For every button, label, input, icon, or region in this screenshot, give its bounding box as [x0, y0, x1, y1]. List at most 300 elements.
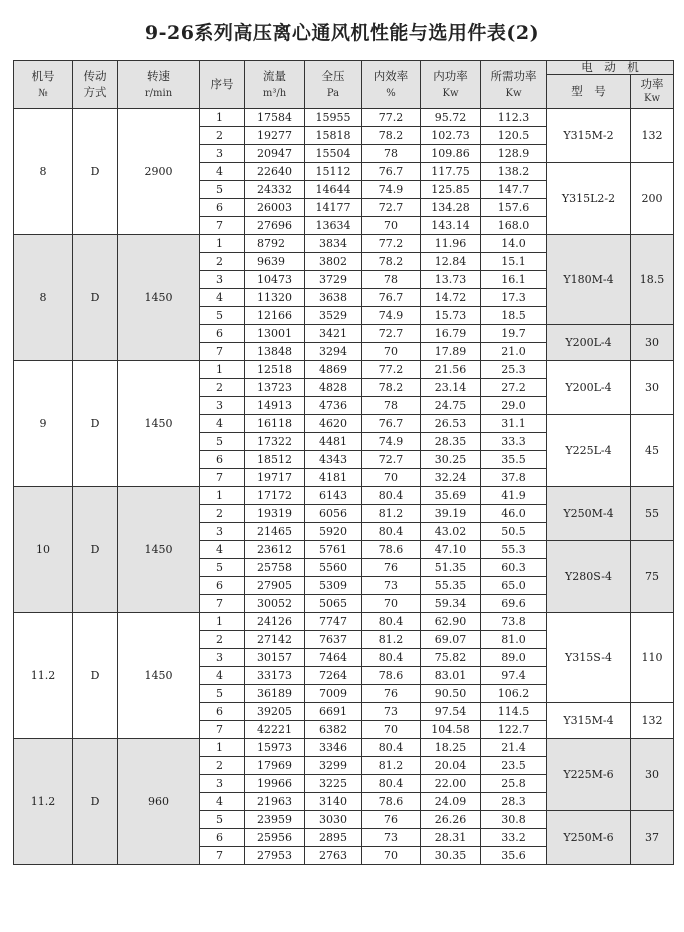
efficiency-cell: 72.7 — [362, 451, 421, 469]
pressure-cell: 3140 — [305, 793, 362, 811]
efficiency-cell: 80.4 — [362, 613, 421, 631]
motor-power-cell: 132 — [631, 109, 674, 163]
efficiency-cell: 74.9 — [362, 307, 421, 325]
efficiency-cell: 76.7 — [362, 163, 421, 181]
efficiency-cell: 77.2 — [362, 361, 421, 379]
efficiency-cell: 73 — [362, 703, 421, 721]
internal-power-cell: 32.24 — [421, 469, 481, 487]
internal-power-cell: 83.01 — [421, 667, 481, 685]
efficiency-cell: 77.2 — [362, 235, 421, 253]
flow-cell: 11320 — [245, 289, 305, 307]
drive-cell: D — [73, 235, 118, 361]
index-cell: 7 — [200, 217, 245, 235]
required-power-cell: 168.0 — [481, 217, 547, 235]
internal-power-cell: 20.04 — [421, 757, 481, 775]
index-cell: 1 — [200, 109, 245, 127]
efficiency-cell: 78 — [362, 271, 421, 289]
efficiency-cell: 74.9 — [362, 181, 421, 199]
internal-power-cell: 59.34 — [421, 595, 481, 613]
internal-power-cell: 125.85 — [421, 181, 481, 199]
efficiency-cell: 70 — [362, 343, 421, 361]
machine-no-cell: 11.2 — [14, 739, 73, 865]
efficiency-cell: 70 — [362, 721, 421, 739]
header-required-power-sub: Kw — [505, 87, 522, 99]
flow-cell: 13848 — [245, 343, 305, 361]
flow-cell: 22640 — [245, 163, 305, 181]
flow-cell: 16118 — [245, 415, 305, 433]
flow-cell: 24332 — [245, 181, 305, 199]
pressure-cell: 3030 — [305, 811, 362, 829]
index-cell: 3 — [200, 649, 245, 667]
required-power-cell: 25.3 — [481, 361, 547, 379]
flow-cell: 26003 — [245, 199, 305, 217]
flow-cell: 39205 — [245, 703, 305, 721]
efficiency-cell: 73 — [362, 577, 421, 595]
header-motor-model — [547, 75, 631, 109]
pressure-cell: 3638 — [305, 289, 362, 307]
header-machine-no-label: 机号 — [31, 68, 55, 83]
pressure-cell: 7264 — [305, 667, 362, 685]
header-index-label: 序号 — [210, 77, 234, 91]
internal-power-cell: 104.58 — [421, 721, 481, 739]
pressure-cell: 14644 — [305, 181, 362, 199]
flow-cell: 21465 — [245, 523, 305, 541]
pressure-cell: 4481 — [305, 433, 362, 451]
efficiency-cell: 72.7 — [362, 325, 421, 343]
motor-model-cell: Y180M-4 — [547, 235, 631, 325]
required-power-cell: 27.2 — [481, 379, 547, 397]
required-power-cell: 31.1 — [481, 415, 547, 433]
speed-cell: 1450 — [118, 361, 200, 487]
pressure-cell: 5761 — [305, 541, 362, 559]
table-row — [14, 739, 674, 757]
drive-cell: D — [73, 739, 118, 865]
internal-power-cell: 55.35 — [421, 577, 481, 595]
efficiency-cell: 76.7 — [362, 415, 421, 433]
internal-power-cell: 134.28 — [421, 199, 481, 217]
table-row — [14, 487, 674, 505]
motor-power-cell: 110 — [631, 613, 674, 703]
required-power-cell: 25.8 — [481, 775, 547, 793]
required-power-cell: 21.4 — [481, 739, 547, 757]
index-cell: 2 — [200, 127, 245, 145]
flow-cell: 27905 — [245, 577, 305, 595]
header-efficiency-sub: % — [386, 87, 396, 99]
efficiency-cell: 76 — [362, 685, 421, 703]
index-cell: 2 — [200, 757, 245, 775]
efficiency-cell: 81.2 — [362, 757, 421, 775]
internal-power-cell: 95.72 — [421, 109, 481, 127]
required-power-cell: 120.5 — [481, 127, 547, 145]
efficiency-cell: 80.4 — [362, 487, 421, 505]
required-power-cell: 18.5 — [481, 307, 547, 325]
machine-no-cell: 11.2 — [14, 613, 73, 739]
required-power-cell: 114.5 — [481, 703, 547, 721]
index-cell: 5 — [200, 433, 245, 451]
flow-cell: 21963 — [245, 793, 305, 811]
internal-power-cell: 47.10 — [421, 541, 481, 559]
index-cell: 1 — [200, 739, 245, 757]
efficiency-cell: 74.9 — [362, 433, 421, 451]
flow-cell: 30052 — [245, 595, 305, 613]
flow-cell: 13723 — [245, 379, 305, 397]
pressure-cell: 4181 — [305, 469, 362, 487]
motor-power-cell: 45 — [631, 415, 674, 487]
index-cell: 3 — [200, 271, 245, 289]
flow-cell: 25956 — [245, 829, 305, 847]
motor-model-cell: Y280S-4 — [547, 541, 631, 613]
pressure-cell: 5309 — [305, 577, 362, 595]
internal-power-cell: 14.72 — [421, 289, 481, 307]
internal-power-cell: 11.96 — [421, 235, 481, 253]
header-motor-label: 电 动 机 — [581, 60, 639, 74]
pressure-cell: 13634 — [305, 217, 362, 235]
internal-power-cell: 26.53 — [421, 415, 481, 433]
pressure-cell: 6691 — [305, 703, 362, 721]
internal-power-cell: 90.50 — [421, 685, 481, 703]
header-speed-sub: r/min — [144, 87, 173, 99]
required-power-cell: 16.1 — [481, 271, 547, 289]
table-row — [14, 235, 674, 253]
index-cell: 5 — [200, 685, 245, 703]
motor-power-cell: 37 — [631, 811, 674, 865]
efficiency-cell: 76 — [362, 559, 421, 577]
pressure-cell: 4828 — [305, 379, 362, 397]
motor-model-cell: Y315S-4 — [547, 613, 631, 703]
pressure-cell: 3834 — [305, 235, 362, 253]
efficiency-cell: 70 — [362, 217, 421, 235]
pressure-cell: 3729 — [305, 271, 362, 289]
efficiency-cell: 80.4 — [362, 739, 421, 757]
index-cell: 2 — [200, 505, 245, 523]
required-power-cell: 19.7 — [481, 325, 547, 343]
required-power-cell: 23.5 — [481, 757, 547, 775]
machine-no-cell: 8 — [14, 109, 73, 235]
index-cell: 3 — [200, 775, 245, 793]
pressure-cell: 6143 — [305, 487, 362, 505]
required-power-cell: 28.3 — [481, 793, 547, 811]
header-internal-power-label: 内功率 — [433, 68, 468, 83]
required-power-cell: 97.4 — [481, 667, 547, 685]
index-cell: 4 — [200, 163, 245, 181]
index-cell: 7 — [200, 847, 245, 865]
required-power-cell: 112.3 — [481, 109, 547, 127]
header-motor-model-label: 型 号 — [571, 84, 606, 98]
pressure-cell: 3299 — [305, 757, 362, 775]
internal-power-cell: 21.56 — [421, 361, 481, 379]
required-power-cell: 14.0 — [481, 235, 547, 253]
motor-power-cell: 18.5 — [631, 235, 674, 325]
index-cell: 6 — [200, 703, 245, 721]
pressure-cell: 4620 — [305, 415, 362, 433]
header-flow-label: 流量 — [263, 68, 286, 83]
header-motor-power-label: 功率 — [640, 77, 664, 91]
motor-model-cell: Y250M-6 — [547, 811, 631, 865]
flow-cell: 27696 — [245, 217, 305, 235]
pressure-cell: 5920 — [305, 523, 362, 541]
internal-power-cell: 17.89 — [421, 343, 481, 361]
pressure-cell: 15112 — [305, 163, 362, 181]
required-power-cell: 138.2 — [481, 163, 547, 181]
header-speed-label: 转速 — [147, 68, 170, 83]
pressure-cell: 7637 — [305, 631, 362, 649]
motor-power-cell: 55 — [631, 487, 674, 541]
header-index — [200, 61, 245, 109]
pressure-cell: 4869 — [305, 361, 362, 379]
pressure-cell: 7009 — [305, 685, 362, 703]
required-power-cell: 81.0 — [481, 631, 547, 649]
efficiency-cell: 78.6 — [362, 793, 421, 811]
internal-power-cell: 39.19 — [421, 505, 481, 523]
flow-cell: 19966 — [245, 775, 305, 793]
header-pressure — [305, 61, 362, 109]
pressure-cell: 3294 — [305, 343, 362, 361]
index-cell: 7 — [200, 469, 245, 487]
flow-cell: 36189 — [245, 685, 305, 703]
internal-power-cell: 13.73 — [421, 271, 481, 289]
internal-power-cell: 62.90 — [421, 613, 481, 631]
efficiency-cell: 76 — [362, 811, 421, 829]
flow-cell: 19717 — [245, 469, 305, 487]
required-power-cell: 106.2 — [481, 685, 547, 703]
flow-cell: 15973 — [245, 739, 305, 757]
index-cell: 6 — [200, 199, 245, 217]
header-motor-power-sub: Kw — [643, 93, 661, 104]
flow-cell: 23959 — [245, 811, 305, 829]
required-power-cell: 35.6 — [481, 847, 547, 865]
index-cell: 1 — [200, 235, 245, 253]
index-cell: 1 — [200, 613, 245, 631]
table-row — [14, 109, 674, 127]
pressure-cell: 2895 — [305, 829, 362, 847]
index-cell: 7 — [200, 721, 245, 739]
internal-power-cell: 28.35 — [421, 433, 481, 451]
internal-power-cell: 24.75 — [421, 397, 481, 415]
drive-cell: D — [73, 361, 118, 487]
required-power-cell: 122.7 — [481, 721, 547, 739]
flow-cell: 17322 — [245, 433, 305, 451]
index-cell: 1 — [200, 361, 245, 379]
pressure-cell: 6056 — [305, 505, 362, 523]
flow-cell: 24126 — [245, 613, 305, 631]
index-cell: 5 — [200, 307, 245, 325]
speed-cell: 1450 — [118, 487, 200, 613]
index-cell: 5 — [200, 811, 245, 829]
internal-power-cell: 28.31 — [421, 829, 481, 847]
pressure-cell: 14177 — [305, 199, 362, 217]
pressure-cell: 6382 — [305, 721, 362, 739]
pressure-cell: 3802 — [305, 253, 362, 271]
efficiency-cell: 70 — [362, 469, 421, 487]
internal-power-cell: 102.73 — [421, 127, 481, 145]
machine-no-cell: 9 — [14, 361, 73, 487]
efficiency-cell: 80.4 — [362, 775, 421, 793]
pressure-cell: 3346 — [305, 739, 362, 757]
internal-power-cell: 109.86 — [421, 145, 481, 163]
required-power-cell: 55.3 — [481, 541, 547, 559]
required-power-cell: 21.0 — [481, 343, 547, 361]
required-power-cell: 30.8 — [481, 811, 547, 829]
machine-no-cell: 8 — [14, 235, 73, 361]
motor-power-cell: 30 — [631, 739, 674, 811]
internal-power-cell: 117.75 — [421, 163, 481, 181]
internal-power-cell: 18.25 — [421, 739, 481, 757]
flow-cell: 12518 — [245, 361, 305, 379]
flow-cell: 17172 — [245, 487, 305, 505]
pressure-cell: 3421 — [305, 325, 362, 343]
index-cell: 4 — [200, 667, 245, 685]
required-power-cell: 37.8 — [481, 469, 547, 487]
drive-cell: D — [73, 613, 118, 739]
pressure-cell: 5065 — [305, 595, 362, 613]
flow-cell: 17584 — [245, 109, 305, 127]
header-internal-power — [421, 61, 481, 109]
internal-power-cell: 15.73 — [421, 307, 481, 325]
required-power-cell: 15.1 — [481, 253, 547, 271]
motor-model-cell: Y315L2-2 — [547, 163, 631, 235]
motor-model-cell: Y225M-6 — [547, 739, 631, 811]
flow-cell: 8792 — [245, 235, 305, 253]
required-power-cell: 33.2 — [481, 829, 547, 847]
header-efficiency-label: 内效率 — [373, 68, 409, 83]
index-cell: 6 — [200, 451, 245, 469]
motor-model-cell: Y250M-4 — [547, 487, 631, 541]
internal-power-cell: 143.14 — [421, 217, 481, 235]
drive-cell: D — [73, 487, 118, 613]
flow-cell: 17969 — [245, 757, 305, 775]
internal-power-cell: 16.79 — [421, 325, 481, 343]
table-row — [14, 613, 674, 631]
pressure-cell: 3529 — [305, 307, 362, 325]
internal-power-cell: 75.82 — [421, 649, 481, 667]
index-cell: 6 — [200, 325, 245, 343]
index-cell: 5 — [200, 181, 245, 199]
header-machine-no-sub: № — [38, 87, 48, 99]
index-cell: 4 — [200, 541, 245, 559]
efficiency-cell: 80.4 — [362, 523, 421, 541]
pressure-cell: 5560 — [305, 559, 362, 577]
internal-power-cell: 22.00 — [421, 775, 481, 793]
efficiency-cell: 78.2 — [362, 253, 421, 271]
efficiency-cell: 72.7 — [362, 199, 421, 217]
efficiency-cell: 81.2 — [362, 631, 421, 649]
pressure-cell: 15818 — [305, 127, 362, 145]
efficiency-cell: 70 — [362, 595, 421, 613]
motor-power-cell: 75 — [631, 541, 674, 613]
motor-model-cell: Y315M-4 — [547, 703, 631, 739]
motor-model-cell: Y225L-4 — [547, 415, 631, 487]
pressure-cell: 4343 — [305, 451, 362, 469]
header-efficiency — [362, 61, 421, 109]
internal-power-cell: 23.14 — [421, 379, 481, 397]
index-cell: 3 — [200, 523, 245, 541]
required-power-cell: 128.9 — [481, 145, 547, 163]
flow-cell: 20947 — [245, 145, 305, 163]
index-cell: 5 — [200, 559, 245, 577]
flow-cell: 12166 — [245, 307, 305, 325]
header-pressure-label: 全压 — [321, 68, 345, 83]
internal-power-cell: 51.35 — [421, 559, 481, 577]
motor-power-cell: 30 — [631, 325, 674, 361]
table-header — [14, 61, 674, 109]
required-power-cell: 89.0 — [481, 649, 547, 667]
performance-table — [13, 60, 674, 865]
flow-cell: 19277 — [245, 127, 305, 145]
index-cell: 7 — [200, 595, 245, 613]
motor-model-cell: Y200L-4 — [547, 325, 631, 361]
flow-cell: 33173 — [245, 667, 305, 685]
pressure-cell: 2763 — [305, 847, 362, 865]
efficiency-cell: 78.2 — [362, 379, 421, 397]
efficiency-cell: 73 — [362, 829, 421, 847]
index-cell: 2 — [200, 253, 245, 271]
required-power-cell: 73.8 — [481, 613, 547, 631]
internal-power-cell: 97.54 — [421, 703, 481, 721]
header-motor-power — [631, 75, 674, 109]
required-power-cell: 147.7 — [481, 181, 547, 199]
header-drive — [73, 61, 118, 109]
index-cell: 2 — [200, 631, 245, 649]
motor-power-cell: 132 — [631, 703, 674, 739]
pressure-cell: 7464 — [305, 649, 362, 667]
index-cell: 6 — [200, 577, 245, 595]
motor-model-cell: Y200L-4 — [547, 361, 631, 415]
flow-cell: 25758 — [245, 559, 305, 577]
internal-power-cell: 30.35 — [421, 847, 481, 865]
internal-power-cell: 69.07 — [421, 631, 481, 649]
header-required-power-label: 所需功率 — [490, 68, 537, 83]
required-power-cell: 50.5 — [481, 523, 547, 541]
required-power-cell: 46.0 — [481, 505, 547, 523]
index-cell: 4 — [200, 415, 245, 433]
efficiency-cell: 81.2 — [362, 505, 421, 523]
flow-cell: 42221 — [245, 721, 305, 739]
internal-power-cell: 26.26 — [421, 811, 481, 829]
header-machine-no — [14, 61, 73, 109]
header-required-power — [481, 61, 547, 109]
flow-cell: 30157 — [245, 649, 305, 667]
header-speed — [118, 61, 200, 109]
efficiency-cell: 76.7 — [362, 289, 421, 307]
internal-power-cell: 35.69 — [421, 487, 481, 505]
table-body — [14, 109, 674, 865]
header-flow-sub: m³/h — [262, 87, 287, 99]
flow-cell: 27953 — [245, 847, 305, 865]
index-cell: 4 — [200, 793, 245, 811]
speed-cell: 2900 — [118, 109, 200, 235]
index-cell: 4 — [200, 289, 245, 307]
required-power-cell: 17.3 — [481, 289, 547, 307]
required-power-cell: 60.3 — [481, 559, 547, 577]
efficiency-cell: 78 — [362, 397, 421, 415]
header-internal-power-sub: Kw — [442, 87, 459, 99]
table-row — [14, 361, 674, 379]
motor-model-cell: Y315M-2 — [547, 109, 631, 163]
page-title: 9-26系列高压离心通风机性能与选用件表(2) — [144, 22, 540, 44]
index-cell: 7 — [200, 343, 245, 361]
flow-cell: 23612 — [245, 541, 305, 559]
efficiency-cell: 78.2 — [362, 127, 421, 145]
internal-power-cell: 30.25 — [421, 451, 481, 469]
header-drive-label: 传动 — [83, 69, 107, 83]
flow-cell: 13001 — [245, 325, 305, 343]
required-power-cell: 29.0 — [481, 397, 547, 415]
internal-power-cell: 24.09 — [421, 793, 481, 811]
pressure-cell: 3225 — [305, 775, 362, 793]
speed-cell: 1450 — [118, 235, 200, 361]
drive-cell: D — [73, 109, 118, 235]
index-cell: 1 — [200, 487, 245, 505]
